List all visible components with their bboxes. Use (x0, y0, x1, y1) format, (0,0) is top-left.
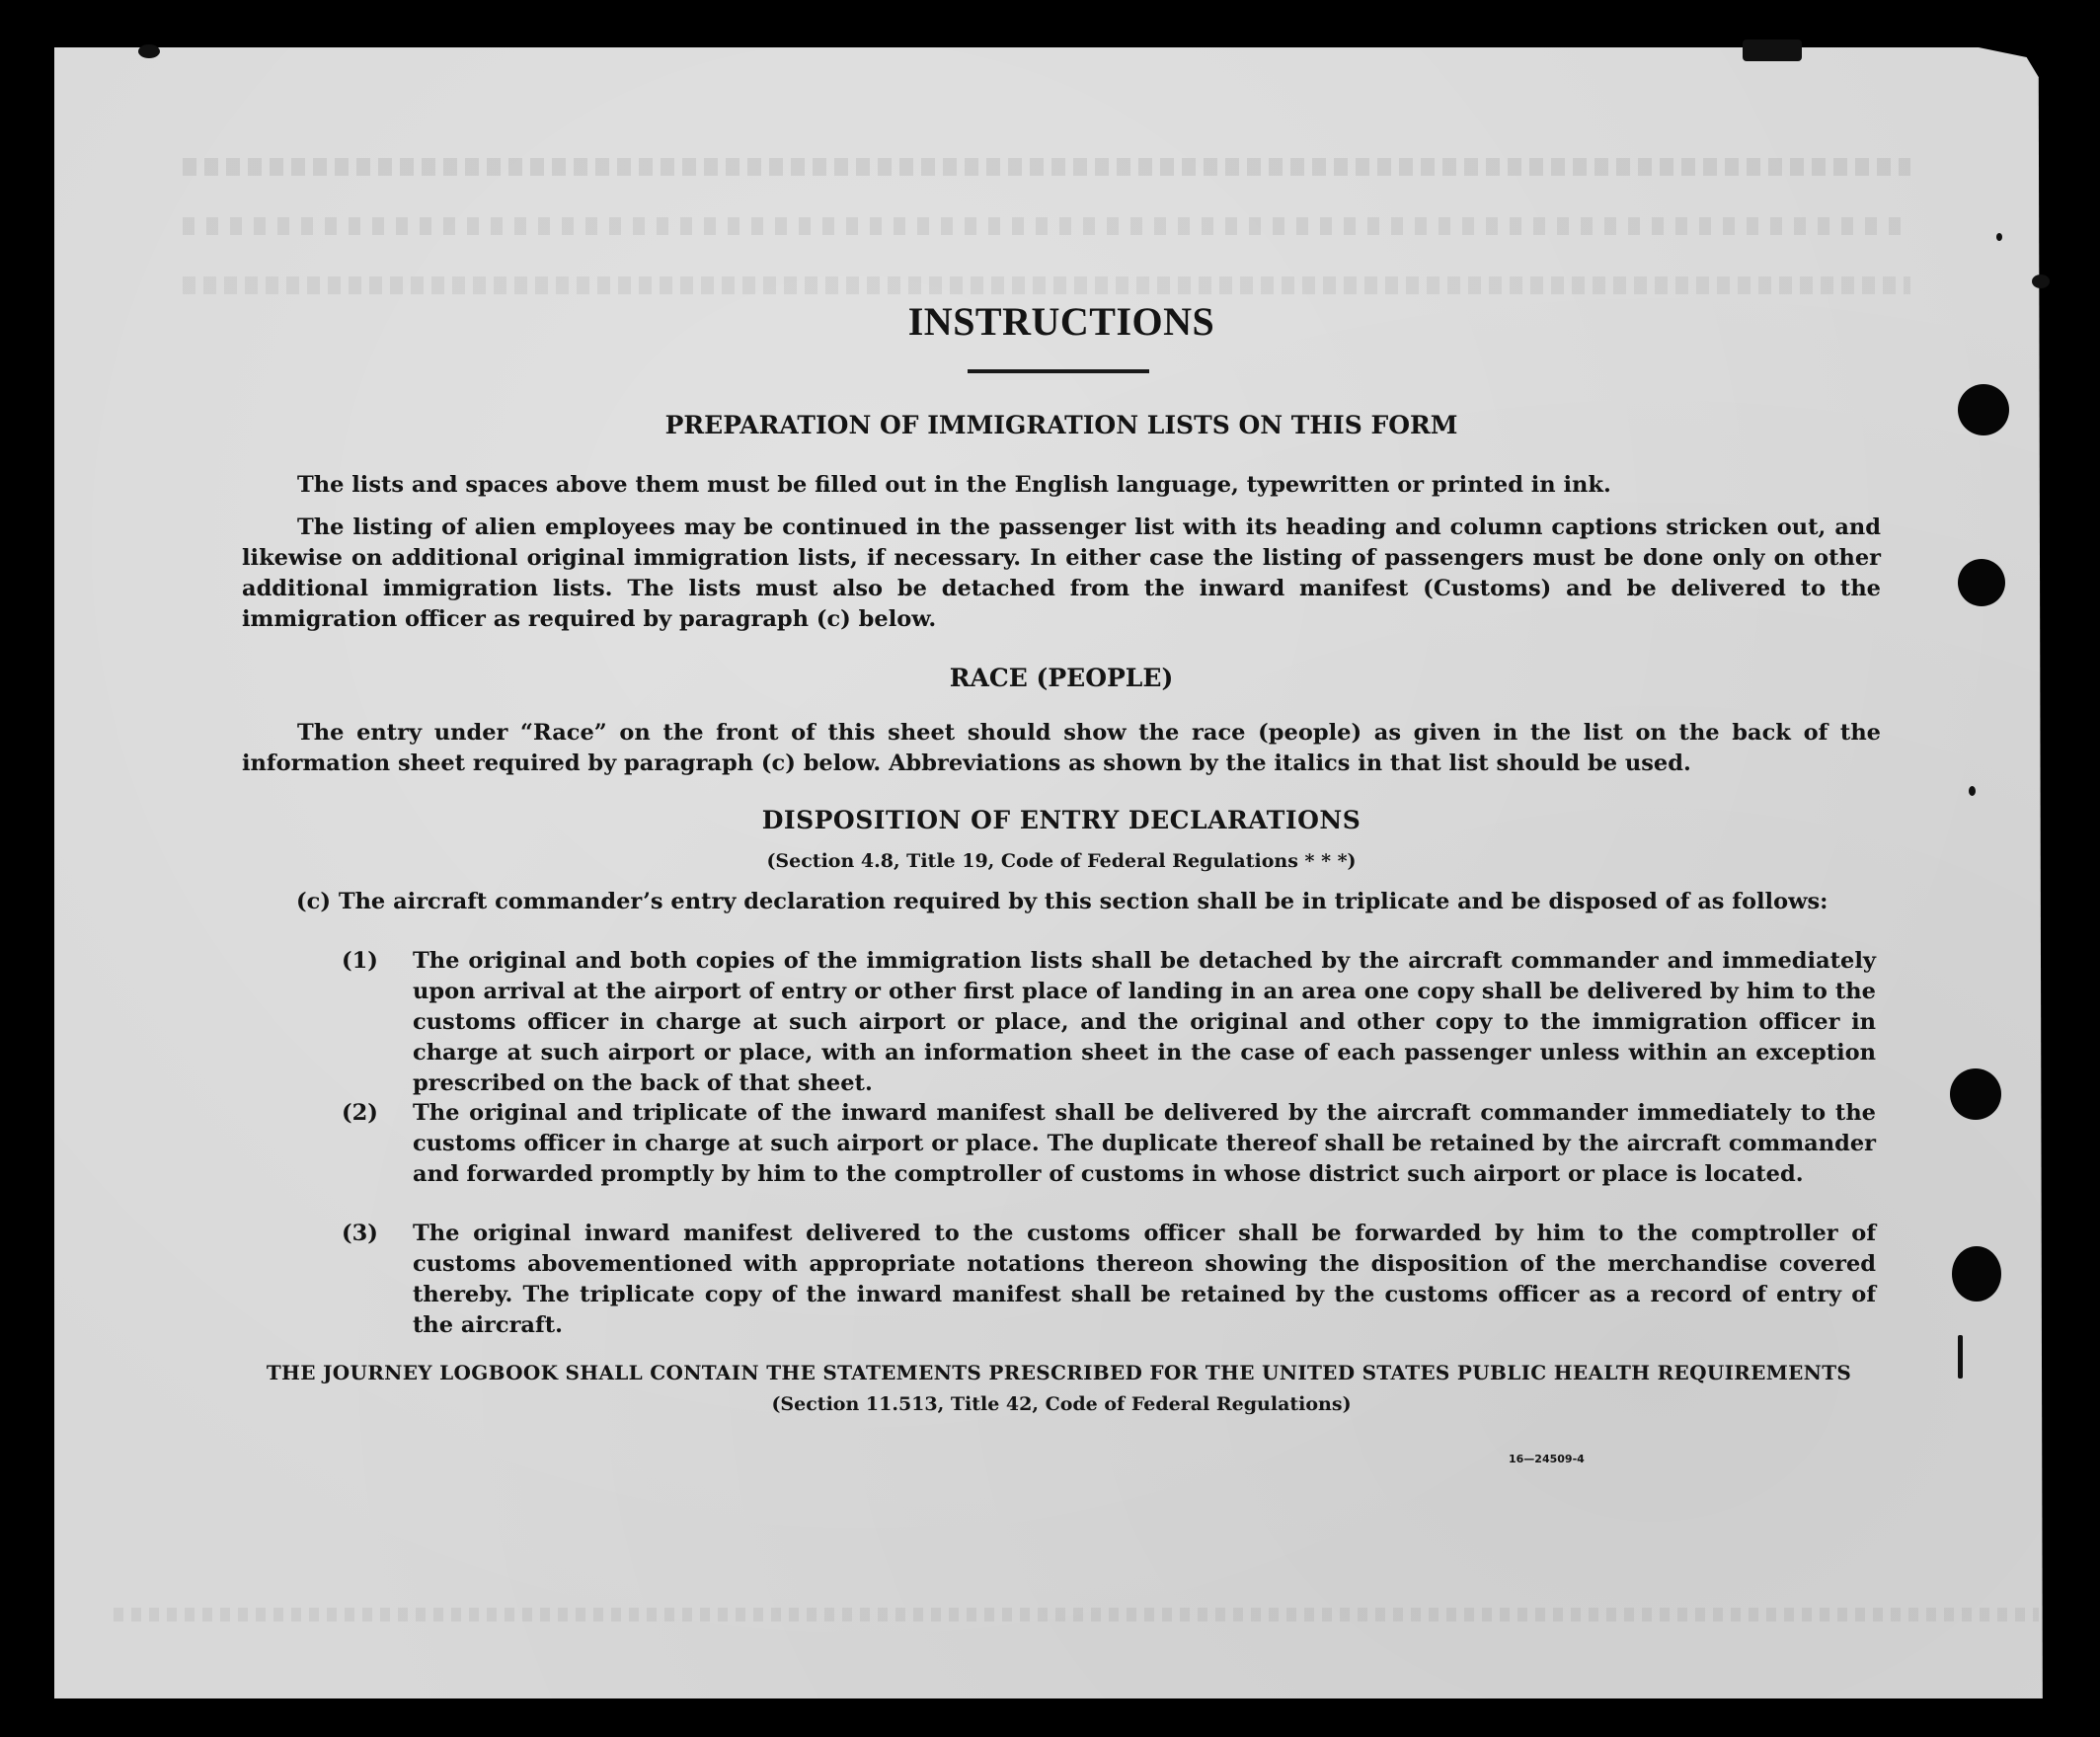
preparation-heading: PREPARATION OF IMMIGRATION LISTS ON THIS FORM (664, 411, 1458, 439)
disposition-subheading: (Section 4.8, Title 19, Code of Federal Regulations * * *) (766, 850, 1357, 872)
journey-logbook-subheading: (Section 11.513, Title 42, Code of Federal Regulations) (771, 1393, 1352, 1415)
item-number: (1) (342, 948, 378, 974)
item-text: The original inward manifest delivered to the customs officer shall be forwarded by him to the comptroller of customs abovementioned with appropriate notations thereon showing the disposition of the merchandise covered thereby. The triplicate copy of the inward manifest shall be retained by the customs officer as a record of entry of the aircraft. (413, 1221, 1876, 1338)
item-text: The original and triplicate of the inward manifest shall be delivered by the aircraft commander immediately to the customs officer in charge at such airport or place. The duplicate thereof shall be retained by the aircraft commander and forwarded promptly by him to the comptroller of customs in whose district such airport or place is located. (413, 1100, 1876, 1187)
item-number: (3) (342, 1221, 378, 1246)
disposition-item (342, 1098, 1876, 1190)
title-underline (968, 369, 1149, 373)
preparation-paragraph-1: The lists and spaces above them must be filled out in the English language, typewritten or printed in ink. (297, 472, 1611, 498)
disposition-item (342, 946, 1876, 1099)
page-title: INSTRUCTIONS (907, 299, 1215, 344)
disposition-intro: (c) The aircraft commander’s entry declaration required by this section shall be in triplicate and be disposed of as follows: (296, 889, 1828, 914)
journey-logbook-statement: THE JOURNEY LOGBOOK SHALL CONTAIN THE STATEMENTS PRESCRIBED FOR THE UNITED STATES PUBLIC HEALTH REQUIREMENTS (266, 1361, 1852, 1384)
item-number: (2) (342, 1100, 378, 1126)
item-text: The original and both copies of the immigration lists shall be detached by the aircraft commander and immediately upon arrival at the airport of entry or other first place of landing in an area one copy shall be delivered by him to the customs officer in charge at such airport or place, and the original and other copy to the immigration officer in charge at such airport or place, with an information sheet in the case of each passenger unless within an exception prescribed on the back of that sheet. (413, 948, 1876, 1096)
disposition-item (342, 1219, 1876, 1341)
preparation-paragraph-2: The listing of alien employees may be continued in the passenger list with its heading and column captions stricken out, and likewise on additional original immigration lists, if necessary. In either case the listing of passengers must be done only on other additional immigration lists. The lists must also be detached from the inward manifest (Customs) and be delivered to the immigration officer as required by paragraph (c) below. (242, 514, 1881, 632)
race-heading: RACE (PEOPLE) (949, 664, 1174, 692)
form-number: 16—24509-4 (1509, 1453, 1585, 1465)
disposition-heading: DISPOSITION OF ENTRY DECLARATIONS (761, 806, 1361, 834)
race-paragraph: The entry under “Race” on the front of this sheet should show the race (people) as given in the list on the back of the information sheet required by paragraph (c) below. Abbreviations as shown by the italics in that list should be used. (242, 720, 1881, 776)
